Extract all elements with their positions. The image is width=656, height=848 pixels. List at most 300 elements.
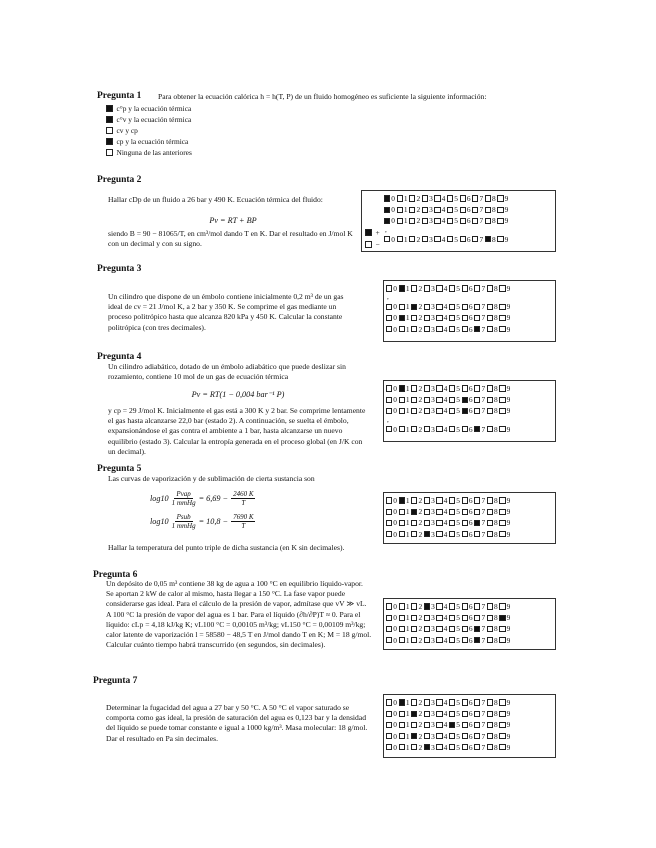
digit-option[interactable]: 4	[436, 732, 447, 741]
checkbox[interactable]	[462, 699, 468, 705]
digit-option[interactable]: 6	[462, 518, 473, 527]
checkbox[interactable]	[449, 626, 455, 632]
digit-option[interactable]: 5	[447, 216, 458, 225]
checkbox[interactable]	[424, 626, 430, 632]
checkbox[interactable]	[424, 408, 430, 414]
checkbox[interactable]	[384, 236, 390, 242]
checkbox[interactable]	[411, 615, 417, 621]
digit-option[interactable]: 4	[436, 518, 447, 527]
checkbox[interactable]	[499, 626, 505, 632]
digit-option[interactable]: 3	[424, 496, 435, 505]
digit-option[interactable]: 7	[474, 325, 485, 334]
digit-option[interactable]: 9	[499, 313, 510, 322]
checkbox[interactable]	[499, 408, 505, 414]
digit-option[interactable]: 2	[411, 636, 422, 645]
checkbox[interactable]	[411, 531, 417, 537]
checkbox[interactable]	[424, 637, 430, 643]
checkbox[interactable]	[449, 285, 455, 291]
checkbox[interactable]	[436, 531, 442, 537]
checkbox[interactable]	[487, 315, 493, 321]
checkbox[interactable]	[499, 326, 505, 332]
digit-option[interactable]: 2	[411, 284, 422, 293]
checkbox[interactable]	[411, 744, 417, 750]
digit-option[interactable]: 4	[436, 406, 447, 415]
checkbox[interactable]	[424, 603, 430, 609]
digit-option[interactable]: 5	[447, 205, 458, 214]
checkbox[interactable]	[460, 195, 466, 201]
digit-option[interactable]: 0	[386, 384, 397, 393]
digit-option[interactable]: 7	[474, 602, 485, 611]
digit-option[interactable]: 7	[472, 194, 483, 203]
digit-option[interactable]: 5	[449, 602, 460, 611]
digit-option[interactable]: 4	[436, 636, 447, 645]
digit-option[interactable]: 1	[399, 395, 410, 404]
digit-option[interactable]: 8	[487, 284, 498, 293]
checkbox[interactable]	[399, 408, 405, 414]
checkbox[interactable]	[386, 744, 392, 750]
digit-option[interactable]: 7	[474, 636, 485, 645]
digit-option[interactable]: 8	[487, 425, 498, 434]
checkbox[interactable]	[487, 397, 493, 403]
digit-option[interactable]: 2	[409, 216, 420, 225]
digit-option[interactable]: 8	[485, 194, 496, 203]
checkbox[interactable]	[474, 408, 480, 414]
digit-option[interactable]: 7	[474, 743, 485, 752]
checkbox[interactable]	[386, 699, 392, 705]
checkbox[interactable]	[411, 699, 417, 705]
checkbox[interactable]	[487, 408, 493, 414]
digit-option[interactable]: 7	[472, 216, 483, 225]
digit-option[interactable]: 6	[462, 732, 473, 741]
checkbox[interactable]	[424, 497, 430, 503]
checkbox[interactable]	[462, 637, 468, 643]
checkbox[interactable]	[474, 531, 480, 537]
digit-option[interactable]: 3	[422, 205, 433, 214]
checkbox[interactable]	[474, 637, 480, 643]
digit-option[interactable]: 4	[436, 720, 447, 729]
checkbox[interactable]	[472, 207, 478, 213]
digit-option[interactable]: 7	[474, 284, 485, 293]
digit-option[interactable]: 8	[485, 235, 496, 244]
checkbox[interactable]	[474, 326, 480, 332]
digit-option[interactable]: 5	[449, 743, 460, 752]
digit-option[interactable]: 0	[386, 425, 397, 434]
digit-option[interactable]: 2	[409, 194, 420, 203]
digit-option[interactable]: 8	[487, 613, 498, 622]
digit-option[interactable]: 5	[449, 496, 460, 505]
sign-plus[interactable]: +	[365, 228, 380, 237]
digit-option[interactable]: 4	[436, 743, 447, 752]
checkbox[interactable]	[474, 615, 480, 621]
digit-option[interactable]: 3	[424, 507, 435, 516]
checkbox[interactable]	[397, 207, 403, 213]
checkbox[interactable]	[487, 626, 493, 632]
checkbox[interactable]	[449, 408, 455, 414]
checkbox[interactable]	[397, 236, 403, 242]
digit-option[interactable]: 3	[424, 325, 435, 334]
digit-option[interactable]: 8	[487, 743, 498, 752]
digit-option[interactable]: 9	[497, 194, 508, 203]
checkbox[interactable]	[499, 285, 505, 291]
digit-option[interactable]: 3	[424, 624, 435, 633]
checkbox[interactable]	[434, 218, 440, 224]
checkbox[interactable]	[460, 207, 466, 213]
digit-option[interactable]: 3	[422, 216, 433, 225]
checkbox[interactable]	[399, 326, 405, 332]
digit-option[interactable]: 4	[436, 384, 447, 393]
digit-option[interactable]: 9	[499, 709, 510, 718]
digit-option[interactable]: 1	[399, 496, 410, 505]
checkbox[interactable]	[472, 236, 478, 242]
digit-option[interactable]: 7	[474, 613, 485, 622]
checkbox[interactable]	[411, 722, 417, 728]
digit-option[interactable]: 9	[499, 602, 510, 611]
checkbox[interactable]	[485, 207, 491, 213]
digit-option[interactable]: 1	[399, 518, 410, 527]
checkbox[interactable]	[487, 733, 493, 739]
digit-option[interactable]: 9	[499, 698, 510, 707]
digit-option[interactable]: 4	[434, 235, 445, 244]
checkbox[interactable]	[449, 637, 455, 643]
sign-minus[interactable]: −	[365, 240, 380, 249]
checkbox[interactable]	[436, 637, 442, 643]
checkbox[interactable]	[386, 385, 392, 391]
digit-option[interactable]: 5	[449, 720, 460, 729]
digit-option[interactable]: 8	[487, 395, 498, 404]
digit-option[interactable]: 1	[399, 732, 410, 741]
digit-option[interactable]: 7	[474, 313, 485, 322]
digit-option[interactable]: 1	[399, 636, 410, 645]
digit-option[interactable]: 5	[449, 406, 460, 415]
digit-option[interactable]: 3	[424, 406, 435, 415]
q1-option[interactable]: cp y la ecuación térmica	[106, 136, 192, 147]
digit-option[interactable]: 6	[460, 216, 471, 225]
digit-option[interactable]: 0	[386, 613, 397, 622]
digit-option[interactable]: 7	[474, 507, 485, 516]
checkbox[interactable]	[497, 195, 503, 201]
checkbox[interactable]	[449, 699, 455, 705]
checkbox[interactable]	[399, 699, 405, 705]
digit-option[interactable]: 3	[424, 284, 435, 293]
digit-option[interactable]: 5	[447, 194, 458, 203]
checkbox[interactable]	[386, 285, 392, 291]
digit-option[interactable]: 0	[386, 284, 397, 293]
checkbox[interactable]	[487, 304, 493, 310]
checkbox[interactable]	[462, 733, 468, 739]
checkbox[interactable]	[487, 285, 493, 291]
digit-option[interactable]: 0	[386, 507, 397, 516]
digit-option[interactable]: 7	[474, 709, 485, 718]
digit-option[interactable]: 8	[487, 530, 498, 539]
digit-option[interactable]: 9	[499, 496, 510, 505]
checkbox[interactable]	[424, 733, 430, 739]
digit-option[interactable]: 9	[499, 325, 510, 334]
checkbox[interactable]	[497, 218, 503, 224]
digit-option[interactable]: 5	[449, 613, 460, 622]
digit-option[interactable]: 4	[436, 425, 447, 434]
digit-option[interactable]: 8	[487, 602, 498, 611]
q1-option[interactable]: c°p y la ecuación térmica	[106, 103, 192, 114]
digit-option[interactable]: 6	[460, 205, 471, 214]
checkbox[interactable]	[384, 207, 390, 213]
digit-option[interactable]: 2	[411, 302, 422, 311]
checkbox[interactable]	[386, 426, 392, 432]
checkbox[interactable]	[487, 385, 493, 391]
checkbox[interactable]	[411, 326, 417, 332]
checkbox[interactable]	[449, 497, 455, 503]
checkbox[interactable]	[447, 195, 453, 201]
checkbox[interactable]	[436, 520, 442, 526]
checkbox[interactable]	[436, 509, 442, 515]
digit-option[interactable]: 6	[462, 709, 473, 718]
checkbox[interactable]	[499, 520, 505, 526]
checkbox[interactable]	[497, 207, 503, 213]
checkbox[interactable]	[411, 408, 417, 414]
checkbox[interactable]	[449, 615, 455, 621]
digit-option[interactable]: 9	[497, 216, 508, 225]
checkbox[interactable]	[499, 397, 505, 403]
checkbox[interactable]	[460, 236, 466, 242]
digit-option[interactable]: 2	[411, 698, 422, 707]
checkbox[interactable]	[399, 426, 405, 432]
checkbox[interactable]	[436, 426, 442, 432]
digit-option[interactable]: 1	[399, 284, 410, 293]
digit-option[interactable]: 4	[436, 313, 447, 322]
checkbox[interactable]	[487, 426, 493, 432]
checkbox[interactable]	[409, 218, 415, 224]
checkbox[interactable]	[462, 603, 468, 609]
checkbox[interactable]	[411, 603, 417, 609]
checkbox[interactable]	[449, 426, 455, 432]
digit-option[interactable]: 9	[499, 284, 510, 293]
digit-option[interactable]: 1	[399, 720, 410, 729]
checkbox[interactable]	[365, 229, 372, 236]
digit-option[interactable]: 1	[399, 325, 410, 334]
checkbox[interactable]	[424, 699, 430, 705]
checkbox[interactable]	[422, 207, 428, 213]
checkbox[interactable]	[436, 408, 442, 414]
checkbox[interactable]	[434, 236, 440, 242]
checkbox[interactable]	[106, 105, 113, 112]
digit-option[interactable]: 5	[447, 235, 458, 244]
checkbox[interactable]	[409, 207, 415, 213]
checkbox[interactable]	[106, 149, 113, 156]
checkbox[interactable]	[436, 711, 442, 717]
digit-option[interactable]: 0	[386, 732, 397, 741]
checkbox[interactable]	[474, 397, 480, 403]
checkbox[interactable]	[386, 520, 392, 526]
checkbox[interactable]	[399, 304, 405, 310]
checkbox[interactable]	[485, 218, 491, 224]
checkbox[interactable]	[449, 520, 455, 526]
checkbox[interactable]	[472, 195, 478, 201]
checkbox[interactable]	[411, 637, 417, 643]
checkbox[interactable]	[411, 497, 417, 503]
digit-option[interactable]: 0	[386, 313, 397, 322]
digit-option[interactable]: 6	[462, 395, 473, 404]
checkbox[interactable]	[499, 637, 505, 643]
digit-option[interactable]: 4	[436, 325, 447, 334]
checkbox[interactable]	[424, 509, 430, 515]
checkbox[interactable]	[474, 520, 480, 526]
checkbox[interactable]	[424, 744, 430, 750]
digit-option[interactable]: 9	[499, 636, 510, 645]
checkbox[interactable]	[386, 304, 392, 310]
digit-option[interactable]: 9	[497, 235, 508, 244]
checkbox[interactable]	[409, 195, 415, 201]
checkbox[interactable]	[474, 699, 480, 705]
digit-option[interactable]: 6	[462, 613, 473, 622]
digit-option[interactable]: 5	[449, 425, 460, 434]
checkbox[interactable]	[436, 285, 442, 291]
digit-option[interactable]: 2	[411, 395, 422, 404]
q1-option[interactable]: Ninguna de las anteriores	[106, 147, 192, 158]
digit-option[interactable]: 1	[399, 698, 410, 707]
digit-option[interactable]: 6	[462, 496, 473, 505]
checkbox[interactable]	[499, 615, 505, 621]
digit-option[interactable]: 0	[386, 624, 397, 633]
checkbox[interactable]	[386, 615, 392, 621]
digit-option[interactable]: 1	[399, 743, 410, 752]
checkbox[interactable]	[399, 744, 405, 750]
checkbox[interactable]	[399, 722, 405, 728]
checkbox[interactable]	[487, 520, 493, 526]
checkbox[interactable]	[499, 531, 505, 537]
digit-option[interactable]: 8	[487, 325, 498, 334]
checkbox[interactable]	[449, 397, 455, 403]
digit-option[interactable]: 4	[434, 216, 445, 225]
checkbox[interactable]	[436, 304, 442, 310]
checkbox[interactable]	[411, 520, 417, 526]
digit-option[interactable]: 0	[384, 235, 395, 244]
checkbox[interactable]	[106, 138, 113, 145]
digit-option[interactable]: 0	[386, 406, 397, 415]
checkbox[interactable]	[424, 615, 430, 621]
checkbox[interactable]	[487, 722, 493, 728]
digit-option[interactable]: 1	[397, 216, 408, 225]
checkbox[interactable]	[462, 497, 468, 503]
checkbox[interactable]	[499, 744, 505, 750]
digit-option[interactable]: 3	[422, 235, 433, 244]
digit-option[interactable]: 9	[497, 205, 508, 214]
checkbox[interactable]	[460, 218, 466, 224]
checkbox[interactable]	[499, 497, 505, 503]
digit-option[interactable]: 4	[436, 613, 447, 622]
digit-option[interactable]: 2	[411, 507, 422, 516]
checkbox[interactable]	[399, 626, 405, 632]
checkbox[interactable]	[422, 195, 428, 201]
digit-option[interactable]: 2	[411, 496, 422, 505]
checkbox[interactable]	[399, 733, 405, 739]
checkbox[interactable]	[386, 408, 392, 414]
digit-option[interactable]: 1	[399, 709, 410, 718]
digit-option[interactable]: 1	[397, 194, 408, 203]
checkbox[interactable]	[499, 385, 505, 391]
digit-option[interactable]: 5	[449, 284, 460, 293]
checkbox[interactable]	[386, 637, 392, 643]
digit-option[interactable]: 0	[386, 698, 397, 707]
checkbox[interactable]	[449, 603, 455, 609]
checkbox[interactable]	[436, 626, 442, 632]
digit-option[interactable]: 9	[499, 530, 510, 539]
digit-option[interactable]: 1	[399, 624, 410, 633]
checkbox[interactable]	[462, 385, 468, 391]
digit-option[interactable]: 2	[411, 624, 422, 633]
digit-option[interactable]: 3	[424, 313, 435, 322]
digit-option[interactable]: 8	[487, 406, 498, 415]
digit-option[interactable]: 5	[449, 636, 460, 645]
digit-option[interactable]: 2	[411, 709, 422, 718]
digit-option[interactable]: 0	[384, 216, 395, 225]
q1-option[interactable]: c°v y la ecuación térmica	[106, 114, 192, 125]
digit-option[interactable]: 3	[424, 602, 435, 611]
digit-option[interactable]: 6	[462, 636, 473, 645]
checkbox[interactable]	[462, 520, 468, 526]
checkbox[interactable]	[447, 218, 453, 224]
checkbox[interactable]	[411, 385, 417, 391]
checkbox[interactable]	[411, 426, 417, 432]
digit-option[interactable]: 7	[474, 530, 485, 539]
checkbox[interactable]	[474, 385, 480, 391]
digit-option[interactable]: 9	[499, 425, 510, 434]
digit-option[interactable]: 9	[499, 624, 510, 633]
digit-option[interactable]: 8	[487, 518, 498, 527]
digit-option[interactable]: 8	[485, 205, 496, 214]
checkbox[interactable]	[436, 315, 442, 321]
checkbox[interactable]	[462, 744, 468, 750]
digit-option[interactable]: 2	[411, 384, 422, 393]
checkbox[interactable]	[487, 531, 493, 537]
checkbox[interactable]	[386, 603, 392, 609]
digit-option[interactable]: 3	[422, 194, 433, 203]
checkbox[interactable]	[462, 626, 468, 632]
digit-option[interactable]: 9	[499, 613, 510, 622]
digit-option[interactable]: 9	[499, 395, 510, 404]
digit-option[interactable]: 5	[449, 709, 460, 718]
checkbox[interactable]	[434, 195, 440, 201]
digit-option[interactable]: 0	[386, 709, 397, 718]
digit-option[interactable]: 6	[460, 235, 471, 244]
checkbox[interactable]	[497, 236, 503, 242]
digit-option[interactable]: 0	[386, 530, 397, 539]
digit-option[interactable]: 0	[386, 395, 397, 404]
digit-option[interactable]: 2	[409, 205, 420, 214]
checkbox[interactable]	[411, 397, 417, 403]
checkbox[interactable]	[399, 285, 405, 291]
digit-option[interactable]: 2	[411, 313, 422, 322]
digit-option[interactable]: 2	[411, 743, 422, 752]
checkbox[interactable]	[399, 520, 405, 526]
checkbox[interactable]	[365, 241, 372, 248]
checkbox[interactable]	[474, 626, 480, 632]
checkbox[interactable]	[474, 711, 480, 717]
digit-option[interactable]: 2	[411, 530, 422, 539]
digit-option[interactable]: 6	[462, 325, 473, 334]
digit-option[interactable]: 3	[424, 698, 435, 707]
checkbox[interactable]	[487, 326, 493, 332]
digit-option[interactable]: 8	[487, 496, 498, 505]
checkbox[interactable]	[386, 626, 392, 632]
checkbox[interactable]	[499, 509, 505, 515]
checkbox[interactable]	[499, 315, 505, 321]
digit-option[interactable]: 1	[397, 205, 408, 214]
digit-option[interactable]: 1	[399, 384, 410, 393]
digit-option[interactable]: 1	[397, 235, 408, 244]
checkbox[interactable]	[436, 385, 442, 391]
checkbox[interactable]	[487, 603, 493, 609]
checkbox[interactable]	[499, 733, 505, 739]
checkbox[interactable]	[424, 711, 430, 717]
